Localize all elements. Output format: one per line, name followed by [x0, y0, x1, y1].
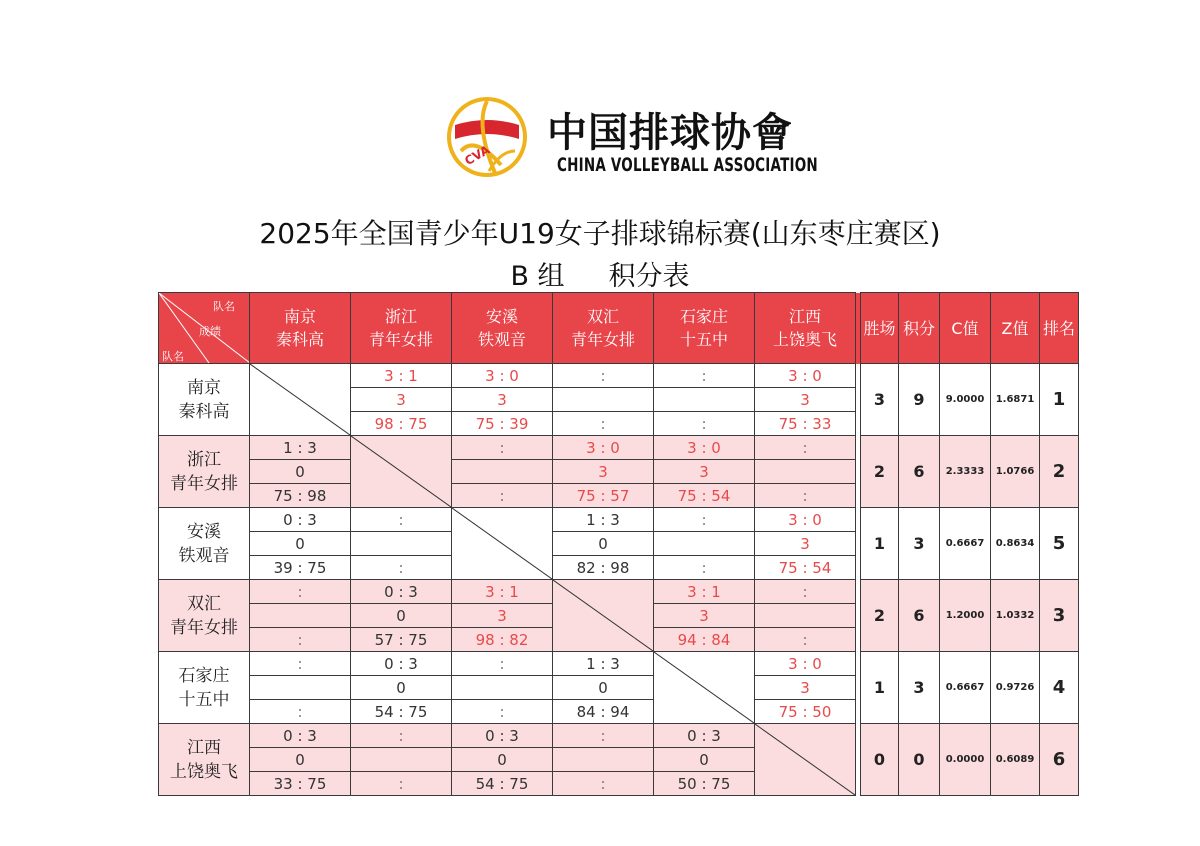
- match-rally-score: 75 : 98: [250, 484, 351, 508]
- match-set-score: :: [250, 652, 351, 676]
- column-header-team: [654, 293, 755, 364]
- match-rally-score: :: [452, 700, 553, 724]
- row-team-name: [159, 364, 250, 436]
- row-team-line2: 青年女排: [170, 617, 238, 638]
- corner-team-label: 队名: [213, 300, 235, 313]
- header-row: [159, 293, 1079, 364]
- match-points: 0: [553, 532, 654, 556]
- match-set-score: :: [452, 652, 553, 676]
- match-points: 3: [654, 604, 755, 628]
- column-header-line1: 双汇: [586, 307, 619, 326]
- row-points: 6: [899, 580, 940, 652]
- match-set-score: 1 : 3: [250, 436, 351, 460]
- self-match-cell: [452, 508, 553, 580]
- match-points: [452, 460, 553, 484]
- self-match-cell: [654, 652, 755, 724]
- table-name: 积分表: [608, 261, 690, 292]
- column-header-line1: 石家庄: [679, 307, 728, 326]
- row-points: 3: [899, 508, 940, 580]
- match-set-score: :: [553, 364, 654, 388]
- match-set-score: 0 : 3: [654, 724, 755, 748]
- row-team-line2: 十五中: [178, 689, 230, 710]
- match-points: 3: [755, 388, 856, 412]
- match-set-score: 3 : 1: [654, 580, 755, 604]
- stat-header-z: Z值: [991, 293, 1040, 364]
- match-set-score: 3 : 0: [452, 364, 553, 388]
- row-team-line1: 江西: [187, 737, 221, 758]
- row-z: 1.6871: [991, 364, 1040, 436]
- match-rally-score: :: [250, 628, 351, 652]
- table-row: [159, 436, 1079, 460]
- match-rally-score: 57 : 75: [351, 628, 452, 652]
- match-points: [250, 676, 351, 700]
- match-rally-score: :: [553, 412, 654, 436]
- row-team-name: [159, 580, 250, 652]
- match-set-score: 1 : 3: [553, 508, 654, 532]
- match-set-score: :: [250, 580, 351, 604]
- row-team-name: [159, 436, 250, 508]
- match-set-score: 0 : 3: [351, 580, 452, 604]
- row-team-name: [159, 724, 250, 796]
- cva-logo: [445, 95, 818, 185]
- match-points: 0: [452, 748, 553, 772]
- row-team-line2: 铁观音: [178, 545, 230, 566]
- match-set-score: 3 : 0: [755, 652, 856, 676]
- column-header-line1: 江西: [788, 307, 821, 326]
- column-header-team: [755, 293, 856, 364]
- table-row: [159, 364, 1079, 388]
- column-header-line2: 秦科高: [275, 330, 324, 349]
- match-set-score: :: [755, 436, 856, 460]
- match-rally-score: 75 : 39: [452, 412, 553, 436]
- page-subtitle: [0, 254, 1200, 293]
- row-z: 1.0332: [991, 580, 1040, 652]
- match-set-score: :: [654, 508, 755, 532]
- match-points: 3: [553, 460, 654, 484]
- match-points: 0: [351, 604, 452, 628]
- row-rank: 2: [1040, 436, 1079, 508]
- table-row: [159, 724, 1079, 748]
- match-rally-score: 50 : 75: [654, 772, 755, 796]
- row-wins: 2: [861, 580, 899, 652]
- column-header-line2: 上饶奥飞: [772, 330, 837, 349]
- row-points: 3: [899, 652, 940, 724]
- row-c: 0.6667: [940, 508, 991, 580]
- match-points: [654, 388, 755, 412]
- match-points: 3: [351, 388, 452, 412]
- row-rank: 1: [1040, 364, 1079, 436]
- table-row: [159, 580, 1079, 604]
- match-rally-score: 84 : 94: [553, 700, 654, 724]
- row-team-line1: 浙江: [187, 449, 221, 470]
- match-rally-score: 94 : 84: [654, 628, 755, 652]
- match-points: 3: [755, 676, 856, 700]
- match-rally-score: 75 : 50: [755, 700, 856, 724]
- standings-table: [158, 292, 1079, 796]
- row-team-line2: 秦科高: [178, 401, 230, 422]
- table-row: [159, 508, 1079, 532]
- match-rally-score: 39 : 75: [250, 556, 351, 580]
- column-header-line2: 十五中: [679, 330, 728, 349]
- match-points: [351, 748, 452, 772]
- row-z: 0.6089: [991, 724, 1040, 796]
- match-rally-score: :: [553, 772, 654, 796]
- match-rally-score: :: [654, 556, 755, 580]
- match-rally-score: :: [755, 628, 856, 652]
- match-set-score: 3 : 0: [755, 364, 856, 388]
- row-rank: 4: [1040, 652, 1079, 724]
- group-label: B 组: [510, 261, 565, 292]
- match-points: 0: [654, 748, 755, 772]
- row-team-line1: 石家庄: [178, 665, 230, 686]
- row-team-line1: 双汇: [187, 593, 221, 614]
- row-team-name: [159, 508, 250, 580]
- column-header-team: [351, 293, 452, 364]
- match-points: [654, 532, 755, 556]
- stat-header-rank: 排名: [1040, 293, 1079, 364]
- match-rally-score: :: [250, 700, 351, 724]
- match-rally-score: :: [755, 484, 856, 508]
- match-points: [553, 388, 654, 412]
- row-wins: 3: [861, 364, 899, 436]
- match-points: 3: [452, 604, 553, 628]
- match-rally-score: 82 : 98: [553, 556, 654, 580]
- row-wins: 0: [861, 724, 899, 796]
- logo-english-name: CHINA VOLLEYBALL ASSOCIATION: [557, 155, 818, 177]
- column-header-team: [553, 293, 654, 364]
- logo-chinese-name: 中国排球协會: [547, 109, 793, 156]
- self-match-cell: [755, 724, 856, 796]
- match-points: 3: [654, 460, 755, 484]
- row-team-line2: 青年女排: [170, 473, 238, 494]
- match-set-score: 0 : 3: [351, 652, 452, 676]
- corner-score-label: 成绩: [199, 325, 221, 338]
- column-header-team: [452, 293, 553, 364]
- row-points: 0: [899, 724, 940, 796]
- match-points: [755, 460, 856, 484]
- match-rally-score: 75 : 54: [755, 556, 856, 580]
- stat-header-wins: 胜场: [861, 293, 899, 364]
- match-rally-score: 54 : 75: [452, 772, 553, 796]
- column-header-line1: 安溪: [485, 307, 518, 326]
- corner-cell: [159, 293, 250, 364]
- match-rally-score: :: [351, 556, 452, 580]
- match-points: 3: [452, 388, 553, 412]
- row-c: 2.3333: [940, 436, 991, 508]
- table-row: [159, 652, 1079, 676]
- match-points: [452, 676, 553, 700]
- match-set-score: 3 : 0: [654, 436, 755, 460]
- row-c: 1.2000: [940, 580, 991, 652]
- row-points: 9: [899, 364, 940, 436]
- column-header-line2: 青年女排: [570, 330, 635, 349]
- match-set-score: 3 : 0: [755, 508, 856, 532]
- svg-text:CVA: CVA: [462, 142, 493, 169]
- match-set-score: 0 : 3: [250, 724, 351, 748]
- row-c: 0.0000: [940, 724, 991, 796]
- row-rank: 6: [1040, 724, 1079, 796]
- self-match-cell: [351, 436, 452, 508]
- match-rally-score: :: [452, 484, 553, 508]
- match-points: 0: [250, 532, 351, 556]
- row-z: 0.8634: [991, 508, 1040, 580]
- row-team-line1: 安溪: [187, 521, 221, 542]
- match-rally-score: 75 : 54: [654, 484, 755, 508]
- match-rally-score: 98 : 75: [351, 412, 452, 436]
- row-team-line2: 上饶奥飞: [170, 761, 238, 782]
- column-header-line1: 浙江: [384, 307, 417, 326]
- row-points: 6: [899, 436, 940, 508]
- column-header-line2: 青年女排: [368, 330, 433, 349]
- match-rally-score: :: [654, 412, 755, 436]
- match-set-score: 1 : 3: [553, 652, 654, 676]
- row-wins: 1: [861, 508, 899, 580]
- match-rally-score: 75 : 57: [553, 484, 654, 508]
- match-set-score: 3 : 0: [553, 436, 654, 460]
- column-header-line1: 南京: [283, 307, 316, 326]
- row-c: 0.6667: [940, 652, 991, 724]
- match-rally-score: :: [351, 772, 452, 796]
- match-points: 3: [755, 532, 856, 556]
- column-header-line2: 铁观音: [477, 330, 526, 349]
- row-c: 9.0000: [940, 364, 991, 436]
- match-rally-score: 75 : 33: [755, 412, 856, 436]
- row-z: 0.9726: [991, 652, 1040, 724]
- corner-team-label-2: 队名: [162, 350, 184, 363]
- match-set-score: :: [351, 508, 452, 532]
- match-set-score: :: [452, 436, 553, 460]
- match-points: 0: [250, 748, 351, 772]
- match-points: 0: [351, 676, 452, 700]
- row-z: 1.0766: [991, 436, 1040, 508]
- row-wins: 1: [861, 652, 899, 724]
- match-points: [553, 748, 654, 772]
- row-wins: 2: [861, 436, 899, 508]
- match-points: [351, 532, 452, 556]
- row-team-name: [159, 652, 250, 724]
- match-rally-score: 33 : 75: [250, 772, 351, 796]
- match-set-score: :: [351, 724, 452, 748]
- match-set-score: 3 : 1: [351, 364, 452, 388]
- volleyball-emblem-icon: [445, 95, 529, 179]
- match-set-score: 0 : 3: [452, 724, 553, 748]
- match-points: 0: [250, 460, 351, 484]
- match-points: [755, 604, 856, 628]
- stat-header-points: 积分: [899, 293, 940, 364]
- match-set-score: :: [755, 580, 856, 604]
- match-points: [250, 604, 351, 628]
- match-rally-score: 98 : 82: [452, 628, 553, 652]
- match-set-score: :: [654, 364, 755, 388]
- page-title: 2025年全国青少年U19女子排球锦标赛(山东枣庄赛区): [259, 217, 941, 250]
- self-match-cell: [250, 364, 351, 436]
- row-team-line1: 南京: [187, 377, 221, 398]
- stat-header-c: C值: [940, 293, 991, 364]
- row-rank: 3: [1040, 580, 1079, 652]
- self-match-cell: [553, 580, 654, 652]
- column-header-team: [250, 293, 351, 364]
- match-set-score: :: [553, 724, 654, 748]
- match-rally-score: 54 : 75: [351, 700, 452, 724]
- match-points: 0: [553, 676, 654, 700]
- match-set-score: 0 : 3: [250, 508, 351, 532]
- match-set-score: 3 : 1: [452, 580, 553, 604]
- row-rank: 5: [1040, 508, 1079, 580]
